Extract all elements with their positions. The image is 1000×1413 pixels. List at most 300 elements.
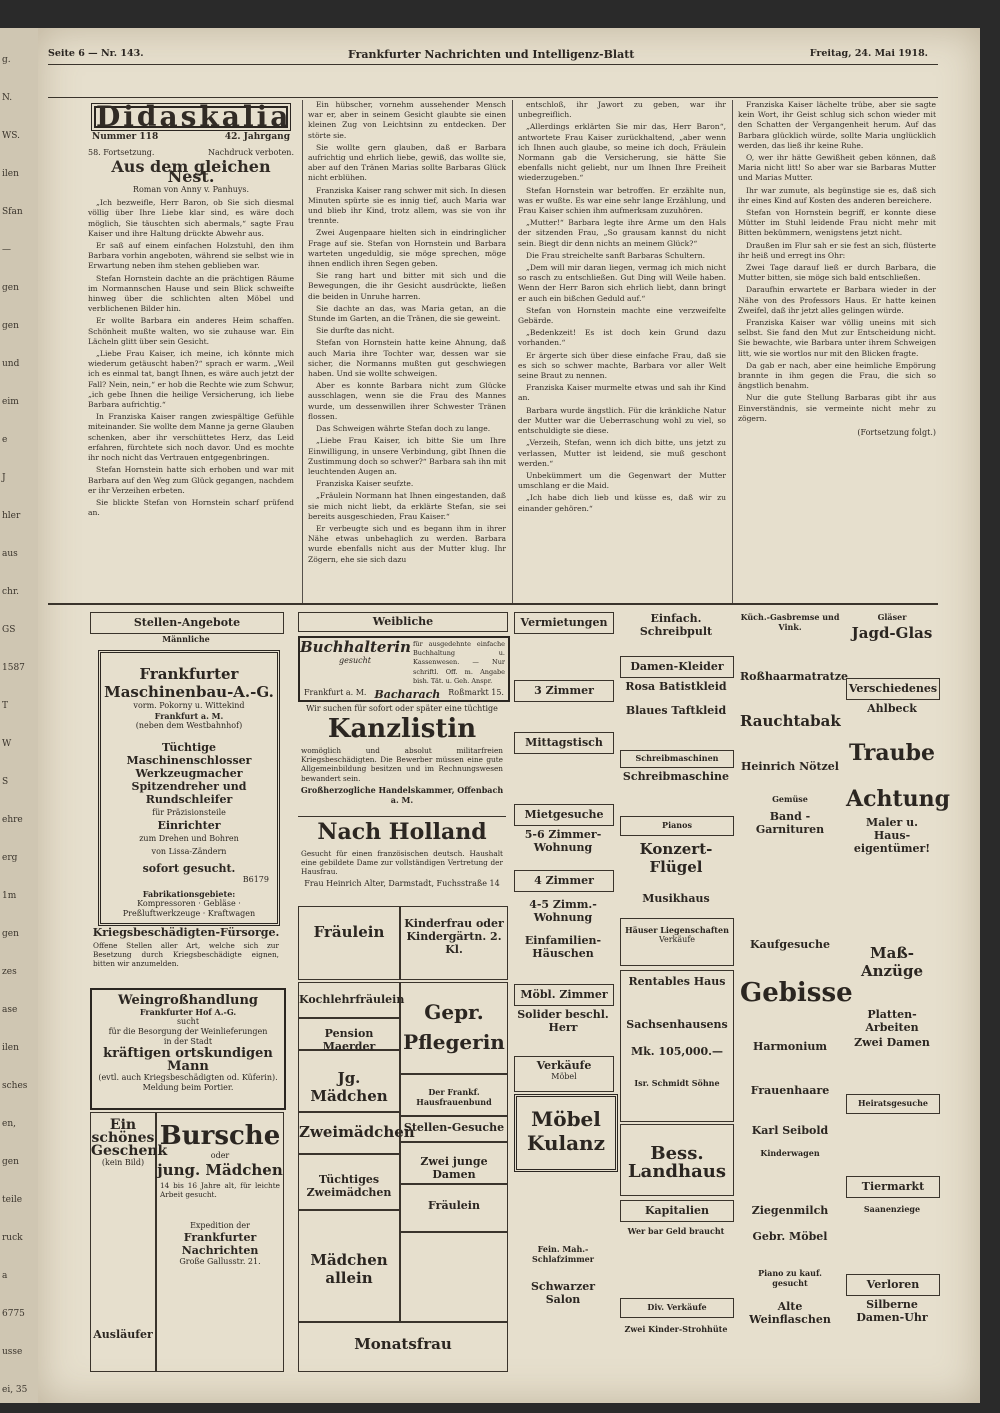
feuilleton-masthead: Didaskalia bbox=[96, 100, 292, 133]
ad-heading: Fräulein bbox=[428, 1199, 480, 1212]
section-header-verschiedenes bbox=[846, 678, 940, 700]
ad-saanenziege bbox=[846, 1204, 938, 1220]
job-item: Werkzeugmacher bbox=[135, 767, 243, 780]
ad-fraeulein-2 bbox=[400, 1184, 508, 1232]
continuation: 58. Fortsetzung. bbox=[88, 148, 155, 158]
sub-title: Verkäufe bbox=[658, 935, 696, 944]
paragraph: Franziska Kaiser lächelte trübe, aber sie sagte kein Wort, ihr Geist schlug sich schon wieder mit den Schatten der Vergangenheit herum. Auf das Barbara glücklich würde, sollte Maria unglücklich werden, das ließ ihr keine Ruhe. bbox=[738, 100, 936, 150]
ad-heading: Rentables Haus bbox=[628, 975, 726, 988]
ad-frauenhaare bbox=[740, 1084, 840, 1104]
edge-fragment: zes bbox=[2, 967, 17, 977]
section-title: Schreibmaschinen bbox=[635, 753, 719, 763]
edge-fragment: gen bbox=[2, 321, 19, 331]
ad-heading: Zwei junge Damen bbox=[420, 1155, 488, 1181]
edge-fragment: sches bbox=[2, 1081, 28, 1091]
ad-rauchtabak bbox=[740, 712, 840, 736]
ad-heading: Kinderwagen bbox=[760, 1148, 820, 1158]
paragraph: Das Schweigen währte Stefan doch zu lange. bbox=[316, 424, 491, 434]
ad-heading: Frauenhaare bbox=[750, 1084, 830, 1097]
edge-fragment: en, bbox=[2, 1119, 16, 1129]
ad-heading: Jg. Mädchen bbox=[310, 1069, 388, 1105]
sub-title: Weibliche bbox=[372, 615, 434, 628]
edge-fragment: hler bbox=[2, 511, 21, 521]
section-title: Vermietungen bbox=[520, 616, 608, 629]
ad-ahlbeck bbox=[846, 702, 938, 720]
edge-fragment: 1m bbox=[2, 891, 17, 901]
ad-text: für ausgedehnte einfache Buchhaltung u. Kassenwesen. — Nur schriftl. Off. m. Angabe bish. Tät. u. Geh. Anspr. bbox=[413, 640, 505, 685]
ad-rentables-haus bbox=[620, 970, 734, 1122]
ad-4-5-zimmer bbox=[514, 898, 612, 928]
paragraph: Stefan Hornstein hatte sich erhoben und war mit Barbara auf den Weg zum Glück gegangen, nachdem er ihr Verzeihen erbeten. bbox=[88, 465, 294, 495]
edge-fragment: gen bbox=[2, 1157, 19, 1167]
section-title: Heiratsgesuche bbox=[857, 1098, 929, 1108]
paragraph: Die Frau streichelte sanft Barbaras Schultern. bbox=[526, 250, 706, 260]
ad-pflegerin bbox=[400, 982, 508, 1074]
section-header-schreibmaschinen bbox=[620, 750, 734, 768]
ad-heading: Damen-Kleider bbox=[630, 660, 724, 673]
paragraph: „Mutter!“ Barbara legte ihre Arme um den Hals der sitzenden Frau, „So grausam kannst du nicht sein. Biegt dir denn nichts an meinem Glück?“ bbox=[518, 218, 726, 248]
section-header-verloren bbox=[846, 1274, 940, 1296]
edge-fragment: ilen bbox=[2, 169, 19, 179]
ad-harmonium bbox=[740, 1040, 840, 1060]
ad-heading: Maler u. Haus-eigentümer! bbox=[853, 816, 931, 855]
ad-tuechtiges bbox=[298, 1154, 400, 1210]
paragraph: Da gab er nach, aber eine heimliche Empörung brannte in ihm gegen die Frau, die sich so ängstlich benahm. bbox=[738, 360, 936, 391]
ad-text: 14 bis 16 Jahre alt, für leichte Arbeit gesucht. bbox=[160, 1181, 280, 1200]
section-title: Tiermarkt bbox=[861, 1180, 925, 1193]
ad-heading: Solider beschl. Herr bbox=[517, 1008, 609, 1034]
ad-4-zimmer bbox=[514, 870, 614, 892]
ad-kanzlistin bbox=[298, 704, 506, 812]
paragraph: „Verzeih, Stefan, wenn ich dich bitte, uns jetzt zu verlassen, Mutter ist leidend, sie muß geschont werden.“ bbox=[518, 438, 726, 468]
ad-heading: 4 Zimmer bbox=[534, 874, 594, 887]
page-date: Freitag, 24. Mai 1918. bbox=[809, 48, 928, 59]
paragraph: Unbekümmert um die Gegenwart der Mutter umschlang er die Maid. bbox=[518, 470, 726, 491]
ad-heading: Alte Weinflaschen bbox=[749, 1300, 831, 1326]
ad-heading: Musikhaus bbox=[642, 892, 710, 905]
paragraph: Er ärgerte sich über diese einfache Frau, daß sie es sich so schwer machte, Barbara vor aller Welt seine Braut zu nennen. bbox=[518, 350, 726, 381]
ad-heading: Kochlehrfräulein bbox=[299, 993, 405, 1006]
job-list bbox=[101, 754, 277, 858]
ad-heading: Schwarzer Salon bbox=[530, 1280, 596, 1306]
ad-heading: Nach Holland bbox=[317, 819, 487, 845]
ad-mittagstisch bbox=[514, 732, 614, 754]
paragraph: Ein hübscher, vornehm aussehender Mensch war er, aber in seinem Gesicht glaubte sie einen kleinen Zug von Leichtsinn zu entdecken. Der störte sie. bbox=[308, 100, 506, 140]
header-rule bbox=[48, 64, 938, 65]
ad-text: oder bbox=[210, 1151, 230, 1160]
ad-heading: Piano zu kauf. gesucht bbox=[758, 1268, 822, 1288]
ad-heading: Saanenziege bbox=[863, 1204, 921, 1214]
ad-signature: Großherzogliche Handelskammer, Offenbach a. M. bbox=[300, 784, 504, 805]
paragraph: „Ich bezweifle, Herr Baron, ob Sie sich diesmal völlig über Ihre Liebe klar sind, es wäre doch möglich, Sie täuschten sich abermals,“ sagte Frau Kaiser und ihre Haltung drückte Abwehr aus. bbox=[88, 198, 294, 238]
section-header-verkaeufe bbox=[514, 1056, 614, 1092]
ad-gebisse bbox=[740, 978, 853, 1014]
section-title: Verschiedenes bbox=[848, 682, 938, 695]
ad-heading: Band - Garnituren bbox=[755, 810, 825, 836]
ad-heading: Ziegenmilch bbox=[751, 1204, 829, 1217]
edge-fragment: g. bbox=[2, 55, 11, 65]
edge-fragment: erg bbox=[2, 853, 18, 863]
ad-schreibmaschine bbox=[620, 770, 732, 790]
paragraph: „Liebe Frau Kaiser, ich bitte Sie um Ihre Einwilligung, in unsere Verbindung, gibt Ihnen die Zustimmung doch so schwer?“ Barbara sah ihn mit leuchtenden Augen an. bbox=[308, 436, 506, 476]
ad-rosa-batist bbox=[620, 680, 732, 700]
ad-heading: Möbel Kulanz bbox=[527, 1107, 605, 1155]
edge-fragment: gen bbox=[2, 283, 19, 293]
section-title: Kaufgesuche bbox=[750, 938, 830, 951]
ad-call: kräftigen ortskundigen Mann bbox=[103, 1046, 273, 1074]
ad-achtung bbox=[846, 786, 950, 814]
ad-blaues-taft bbox=[620, 704, 732, 724]
column-rule bbox=[732, 100, 733, 605]
paragraph: Sie rang hart und bitter mit sich und die Bewegungen, die ihr Gesicht ausdrückte, ließen die beiden in Unruhe harren. bbox=[308, 271, 506, 301]
column-rule bbox=[512, 100, 513, 605]
paragraph: „Dem will mir daran liegen, vermag ich mich nicht so rasch zu entschließen. Gut Ding will Weile haben. Wenn der Herr Baron sich ehrlich liebt, dann bringt er auch ein bißchen Geduld auf.“ bbox=[518, 263, 726, 303]
job-item: Rundschleifer bbox=[145, 793, 233, 806]
ad-note: Meldung beim Portier. bbox=[142, 1083, 234, 1092]
ad-monatsfrau bbox=[298, 1322, 508, 1372]
ad-heading: Gebisse bbox=[740, 978, 853, 1008]
ad-address: Große Gallusstr. 21. bbox=[179, 1257, 261, 1267]
section-header-vermietungen bbox=[514, 612, 614, 634]
ad-zweimaedchen bbox=[298, 1112, 415, 1154]
paragraph: Franziska Kaiser war völlig uneins mit sich selbst. Sie fand den Mut zur Entscheidung nicht. Sie bewachte, wie Barbara unter ihrem Schweigen litt, wie sie wortlos nur mit den Blicken fragte. bbox=[738, 318, 936, 358]
edge-fragment: 1587 bbox=[2, 663, 25, 673]
feuilleton-column-4 bbox=[738, 100, 936, 438]
company-sub: vorm. Pokorny u. Wittekind bbox=[133, 701, 245, 710]
feuilleton-column-1 bbox=[88, 100, 294, 520]
ad-schlafzimmer bbox=[514, 1244, 612, 1268]
ad-kaufgesuche bbox=[740, 938, 840, 960]
ad-heading: Küch.-Gasbremse und Vink. bbox=[740, 612, 840, 632]
ad-einfamilien bbox=[514, 934, 612, 966]
ad-heading: Achtung bbox=[846, 786, 950, 812]
ad-silberne-uhr bbox=[846, 1298, 938, 1324]
section-header-stellengesuche bbox=[400, 1116, 508, 1142]
paragraph: Er saß auf einem einfachen Holzstuhl, den ihm Barbara vorhin angeboten, während sie selbst wie in Erwartung neben ihm stehen geblieben war. bbox=[88, 241, 294, 271]
issue-number: Nummer 118 bbox=[92, 132, 159, 143]
ad-heading: Tüchtige bbox=[162, 741, 216, 754]
ad-heading: Gläser bbox=[877, 612, 907, 622]
ad-damen-kleider bbox=[620, 656, 734, 678]
edge-fragment: a bbox=[2, 1271, 8, 1281]
paragraph: Daraufhin erwartete er Barbara wieder in der Nähe von des Professors Haus. Er hatte keinen Zweifel, daß ihr jetzt alles gelingen würde. bbox=[738, 285, 936, 315]
ad-heading: Karl Seibold bbox=[751, 1124, 829, 1137]
ad-schreibpult bbox=[620, 612, 732, 638]
ad-kochlehr bbox=[298, 982, 405, 1018]
job-item: Einrichter bbox=[157, 819, 221, 832]
ad-heading: 4-5 Zimm.-Wohnung bbox=[529, 898, 597, 924]
ad-ziegenmilch bbox=[740, 1204, 840, 1226]
ad-city: Frankfurt a. M. bbox=[304, 688, 367, 698]
ad-heading: Möbl. Zimmer bbox=[520, 988, 608, 1001]
ad-heading: Rosa Batistkleid bbox=[625, 680, 727, 693]
ad-text: sucht bbox=[176, 1017, 200, 1026]
ad-signature: Frau Heinrich Alter, Darmstadt, Fuchsstraße 14 bbox=[304, 878, 500, 888]
paragraph: Franziska Kaiser rang schwer mit sich. In diesen Minuten spürte sie es innig tief, auch Maria war und blieb ihr Kind, trotz allem, was sie von ihr trennte. bbox=[308, 185, 506, 226]
edge-fragment: GS bbox=[2, 625, 16, 635]
story-byline: Roman von Anny v. Panhuys. bbox=[132, 185, 250, 195]
sub-header-male bbox=[90, 634, 282, 646]
ad-heading: Bess. Landhaus bbox=[628, 1143, 726, 1182]
ad-heading-2: Sachsenhausens bbox=[626, 1018, 728, 1031]
ad-heading: Kinderfrau oder Kindergärtn. 2. Kl. bbox=[404, 917, 504, 956]
paragraph: Barbara wurde ängstlich. Für die kränkliche Natur der Mutter war die Ueberraschung wohl zu viel, so entschuldigte sie diese. bbox=[518, 405, 726, 436]
ad-heading: Zwei Kinder-Strohhüte bbox=[624, 1324, 728, 1334]
company-name: Bacharach bbox=[374, 688, 441, 702]
page-header bbox=[48, 48, 928, 64]
edge-fragment: e bbox=[2, 435, 8, 445]
paragraph: Ihr war zumute, als begünstige sie es, daß sich ihr eines Kind auf Kosten des anderen bereichere. bbox=[738, 185, 936, 205]
paragraph: „Fräulein Normann hat Ihnen eingestanden, daß sie mich nicht liebt, da erklärte Stefan, sie sei bereits ausgeschieden, Frau Kaiser.“ bbox=[308, 491, 506, 521]
ad-heading: Fein. Mah.-Schlafzimmer bbox=[532, 1244, 594, 1264]
ad-maler bbox=[846, 816, 938, 855]
ad-heading: Fräulein bbox=[313, 923, 385, 941]
ad-rosshaar bbox=[740, 670, 848, 690]
paragraph: Draußen im Flur sah er sie fest an sich, flüsterte ihr heiß und erregt ins Ohr: bbox=[738, 240, 936, 260]
edge-fragment: chr. bbox=[2, 587, 20, 597]
ad-moebel-kulanz bbox=[514, 1094, 618, 1172]
ad-heading: 3 Zimmer bbox=[534, 684, 594, 697]
section-header-kapitalien bbox=[620, 1200, 734, 1222]
ad-code: B6179 bbox=[242, 875, 269, 884]
paragraph: Er wollte Barbara ein anderes Heim schaffen. Schönheit mußte walten, wo sie zuhause war. Ein Lächeln glitt über sein Gesicht. bbox=[88, 316, 294, 346]
ad-sub: gesucht bbox=[339, 656, 371, 665]
paragraph: Stefan von Hornstein machte eine verzweifelte Gebärde. bbox=[518, 305, 726, 326]
ad-contact: Frankfurter Nachrichten bbox=[181, 1231, 259, 1258]
paragraph: Sie blickte Stefan von Hornstein scharf prüfend an. bbox=[88, 497, 294, 518]
ad-landhaus bbox=[620, 1124, 734, 1196]
ad-heading: Blaues Taftkleid bbox=[625, 704, 727, 717]
reprint-notice: Nachdruck verboten. bbox=[207, 148, 294, 158]
job-item: von Lissa-Zändern bbox=[151, 847, 227, 856]
product-list: Kompressoren · Gebläse · Preßluftwerkzeuge · Kraftwagen bbox=[122, 899, 256, 918]
ad-heading: Kanzlistin bbox=[327, 714, 477, 744]
paragraph: Er verbeugte sich und es begann ihm in ihrer Nähe etwas unbehaglich zu werden. Barbara wurde ebenfalls nicht aus der Mutter klug. Ihr Zögern, ehe sie sich dazu bbox=[308, 523, 506, 564]
column-rule bbox=[302, 100, 303, 605]
ad-weingrosshandlung bbox=[90, 988, 286, 1110]
ad-konzert-fluegel bbox=[620, 840, 732, 890]
company-name: Frankfurter Hof A.-G. bbox=[139, 1007, 237, 1017]
section-header-tiermarkt bbox=[846, 1176, 940, 1198]
ad-kinderwagen bbox=[740, 1148, 840, 1166]
story-title: Aus dem gleichen Nest. bbox=[111, 156, 271, 186]
ad-heading: Rauchtabak bbox=[740, 712, 841, 730]
company-location: (neben dem Westbahnhof) bbox=[135, 721, 243, 730]
ad-heading-2: Ausläufer bbox=[93, 1328, 153, 1341]
ad-heading: Der Frankf. Hausfrauenbund bbox=[416, 1087, 492, 1107]
section-header-div-verkaeufe bbox=[620, 1298, 734, 1318]
ad-heading: Gemüse bbox=[772, 794, 808, 804]
ad-glaeser bbox=[846, 612, 938, 624]
job-item: zum Drehen und Bohren bbox=[139, 834, 239, 843]
ad-kuechen bbox=[740, 612, 840, 632]
sub-title: Männliche bbox=[162, 634, 210, 644]
ad-heading: Mittagstisch bbox=[525, 736, 603, 749]
edge-fragment: ilen bbox=[2, 1043, 19, 1053]
ad-heading: Silberne Damen-Uhr bbox=[856, 1298, 928, 1324]
fields-heading: Fabrikationsgebiete: bbox=[142, 889, 236, 899]
feuilleton-column-2 bbox=[308, 100, 506, 567]
paragraph: Zwei Tage darauf ließ er durch Barbara, die Mutter bitten, sie möge sich bald entschließen. bbox=[738, 263, 936, 283]
edge-fragment: aus bbox=[2, 549, 18, 559]
ad-heading: Bursche bbox=[159, 1121, 281, 1151]
edge-fragment: ase bbox=[2, 1005, 18, 1015]
ad-3-zimmer bbox=[514, 680, 614, 702]
section-title: Stellen-Angebote bbox=[133, 616, 241, 629]
section-header-heiratsgesuche bbox=[846, 1094, 940, 1114]
advertisement-section bbox=[48, 608, 950, 1373]
paragraph: Stefan von Hornstein begriff, er konnte diese Mütter im Stuhl leidende Frau nicht mehr mit Bitten bekümmern, wenigstens jetzt nicht. bbox=[738, 208, 936, 238]
company-name: Frankfurter Maschinenbau-A.-G. bbox=[104, 665, 274, 701]
ad-heading: Tüchtiges Zweimädchen bbox=[306, 1173, 392, 1199]
ad-heading: Ahlbeck bbox=[867, 702, 917, 715]
ad-heading: Weingroßhandlung bbox=[117, 993, 259, 1008]
company-city: Frankfurt a. M. bbox=[154, 711, 224, 721]
section-title: Pianos bbox=[662, 820, 692, 830]
ad-sub: (kein Bild) bbox=[101, 1158, 145, 1167]
ad-piano bbox=[740, 1268, 840, 1290]
ad-heading: Pension Maerder bbox=[322, 1027, 376, 1053]
paragraph: Zwei Augenpaare hielten sich in eindringlicher Frage auf sie. Stefan von Hornstein und Barbara warteten ungeduldig, sie möge sprechen, möge ihnen endlich ihren Segen geben. bbox=[308, 228, 506, 269]
ad-heading: Platten-Arbeiten bbox=[865, 1008, 919, 1034]
ad-contact: Expedition der bbox=[190, 1221, 250, 1231]
edge-fragment: Sfan bbox=[2, 207, 23, 217]
ad-jg-maedchen bbox=[298, 1050, 400, 1112]
edge-fragment: gen bbox=[2, 929, 19, 939]
edge-fragment: ei, 35 bbox=[2, 1385, 28, 1395]
paragraph: O, wer ihr hätte Gewißheit geben können, daß Maria nicht litt! So aber war sie Barbaras Mutter und Marias Mutter. bbox=[738, 153, 936, 183]
ad-heading: Roßhaarmatratze bbox=[740, 670, 848, 683]
ad-heading-2: jung. Mädchen bbox=[157, 1161, 283, 1179]
sub-title: Möbel bbox=[551, 1072, 577, 1081]
edge-fragment: ruck bbox=[2, 1233, 23, 1243]
ad-maedchen-allein bbox=[298, 1210, 400, 1322]
section-title: Verkäufe bbox=[536, 1059, 592, 1072]
ad-gemuese bbox=[740, 794, 840, 808]
paragraph: Sie dachte an das, was Maria getan, an die Stunde im Garten, an die Tränen, die sie geweint. bbox=[308, 303, 506, 324]
ad-price: Mk. 105,000.— bbox=[630, 1045, 724, 1058]
edge-fragment: usse bbox=[2, 1347, 23, 1357]
ad-heading: Einfamilien-Häuschen bbox=[524, 934, 602, 960]
ad-heading: Mädchen allein bbox=[310, 1251, 388, 1287]
ad-call: sofort gesucht. bbox=[142, 862, 236, 875]
edge-fragment: und bbox=[2, 359, 20, 369]
section-title: Häuser Liegenschaften bbox=[625, 925, 729, 935]
ad-nach-holland bbox=[298, 816, 506, 903]
ad-signature: Isr. Schmidt Söhne bbox=[634, 1078, 720, 1088]
job-item: Spitzendreher und bbox=[131, 780, 247, 793]
ad-heading: Ein schönes Geschenk bbox=[91, 1117, 168, 1159]
ad-heading: Traube bbox=[849, 740, 935, 766]
feuilleton-column-3 bbox=[518, 100, 726, 516]
paragraph: „Bedenkzeit! Es ist doch kein Grund dazu vorhanden.“ bbox=[518, 328, 726, 348]
section-header-pianos bbox=[620, 816, 734, 836]
ad-platten bbox=[846, 1008, 938, 1034]
feuilleton-issue bbox=[88, 132, 294, 142]
ad-heading: Monatsfrau bbox=[354, 1335, 452, 1353]
ad-musikhaus bbox=[620, 892, 732, 912]
paragraph: Stefan Hornstein dachte an die prächtigen Räume im Normannschen Hause und sein Blick schweifte hinweg über die schlichten alten Möbel und verblichenen Bilder hin. bbox=[88, 273, 294, 314]
ad-solider-herr bbox=[514, 1008, 612, 1038]
job-item: Maschinenschlosser bbox=[126, 754, 252, 767]
column-text bbox=[88, 198, 294, 518]
edge-fragment: J bbox=[2, 473, 6, 483]
ad-heading: Gebr. Möbel bbox=[752, 1230, 828, 1243]
page-number: Seite 6 — Nr. 143. bbox=[48, 48, 144, 59]
edge-fragment: N. bbox=[2, 93, 13, 103]
section-title: Kapitalien bbox=[644, 1204, 710, 1217]
ad-address: Roßmarkt 15. bbox=[448, 688, 504, 698]
ad-text: für die Besorgung der Weinlieferungen bbox=[108, 1027, 268, 1036]
ad-heading: Zwei Damen bbox=[854, 1036, 930, 1049]
adjacent-page-edge bbox=[0, 28, 38, 1403]
edge-fragment: ehre bbox=[2, 815, 23, 825]
section-header-mietgesuche bbox=[514, 804, 614, 826]
section-header-haeuser bbox=[620, 918, 734, 966]
ad-fraeulein bbox=[298, 906, 400, 980]
ad-kinderfrau bbox=[400, 906, 508, 980]
ad-heading: Kriegsbeschädigten-Fürsorge. bbox=[92, 926, 280, 939]
ad-mass-anzuege bbox=[846, 944, 938, 980]
paragraph: Stefan Hornstein war betroffen. Er erzählte nun, was er wußte. Es war eine sehr lange Erzählung, und Frau Kaiser schien ihm aufmerksam zuzuhören. bbox=[518, 185, 726, 216]
sub-header-female bbox=[298, 612, 508, 632]
ad-heading: Harmonium bbox=[752, 1040, 828, 1053]
ad-heading: Buchhalterin bbox=[300, 638, 411, 656]
paragraph: Aber es konnte Barbara nicht zum Glücke ausschlagen, wenn sie die Frau des Mannes wurde, um dessenwillen ihrer Schwester Tränen flossen. bbox=[308, 381, 506, 421]
paragraph: entschloß, ihr Jawort zu geben, war ihr unbegreiflich. bbox=[518, 100, 726, 120]
ad-jagd-glas bbox=[846, 624, 938, 644]
ad-moebl-zimmer bbox=[514, 984, 614, 1006]
ad-heading: Wer bar Geld braucht bbox=[627, 1226, 725, 1236]
ad-heading: Konzert-Flügel bbox=[639, 840, 713, 876]
section-title: Div. Verkäufe bbox=[647, 1302, 707, 1312]
ad-seibold bbox=[740, 1124, 840, 1144]
paragraph: „Ich habe dich lieb und küsse es, daß wir zu einander gehören.“ bbox=[518, 493, 726, 513]
ad-traube bbox=[846, 740, 938, 766]
paragraph: Stefan von Hornstein hatte keine Ahnung, daß auch Maria ihre Tochter war, dessen war sie sicher, die Normanns mußten gut geschwiegen haben. Und sie wollte schweigen. bbox=[308, 338, 506, 379]
ad-kinder-strohhuete bbox=[620, 1324, 732, 1344]
section-header-jobs bbox=[90, 612, 284, 634]
section-title: Verloren bbox=[866, 1278, 920, 1291]
header-rule-2 bbox=[48, 97, 938, 98]
edge-fragment: teile bbox=[2, 1195, 23, 1205]
ad-weinflaschen bbox=[740, 1300, 840, 1324]
paragraph: In Franziska Kaiser rangen zwiespältige Gefühle miteinander. Sie wollte dem Manne ja gerne Glauben schenken, aber ihr verschüttetes Herz, das Leid erfahren, fürchtete sich noch davor. Und es mochte ihr noch nicht das Vertrauen entgegenbringen. bbox=[88, 412, 294, 463]
edge-fragment: 6775 bbox=[2, 1309, 25, 1319]
ad-heading: Schreibmaschine bbox=[622, 770, 730, 783]
ad-pension bbox=[298, 1018, 400, 1053]
ad-bar-geld bbox=[620, 1226, 732, 1286]
ad-geschenk bbox=[90, 1112, 168, 1372]
ad-hausfrauenbund bbox=[400, 1074, 508, 1116]
ad-text: womöglich und absolut militarfreien Kriegsbeschädigten. Die Bewerber müssen eine gute Allgemeinbildung besitzen und im Rechnungswesen bewandert sein. bbox=[301, 746, 503, 783]
edge-fragment: WS. bbox=[2, 131, 20, 141]
section-rule bbox=[48, 603, 938, 605]
ad-heading: Maß-Anzüge bbox=[861, 944, 923, 980]
ad-kl-maedchen bbox=[400, 1232, 508, 1322]
ad-gebr-moebel bbox=[740, 1230, 840, 1252]
volume: 42. Jahrgang bbox=[224, 132, 290, 143]
ad-text: in der Stadt bbox=[163, 1037, 213, 1046]
ad-heading: Gepr. Pflegerin bbox=[403, 1000, 505, 1054]
edge-fragment: eim bbox=[2, 397, 19, 407]
ad-band-garnituren bbox=[740, 810, 840, 836]
ad-zwei-damen-2 bbox=[846, 1036, 938, 1056]
section-title: Stellen-Gesuche bbox=[403, 1121, 505, 1134]
paragraph: Nur die gute Stellung Barbaras gibt ihr aus Einverständnis, sie vermeinte nicht mehr zu zögern. bbox=[738, 393, 936, 423]
paragraph: „Allerdings erklärten Sie mir das, Herr Baron“, antwortete Frau Kaiser zurückhaltend, „aber wenn ich Ihnen auch glaube, so meine ich doch, Fräulein Normann gab die Versicherung, sie hätte Sie ebenfalls nicht geliebt, nur um Ihnen Ihre Freiheit wiederzugeben.“ bbox=[518, 122, 726, 183]
edge-fragment: W bbox=[2, 739, 12, 749]
